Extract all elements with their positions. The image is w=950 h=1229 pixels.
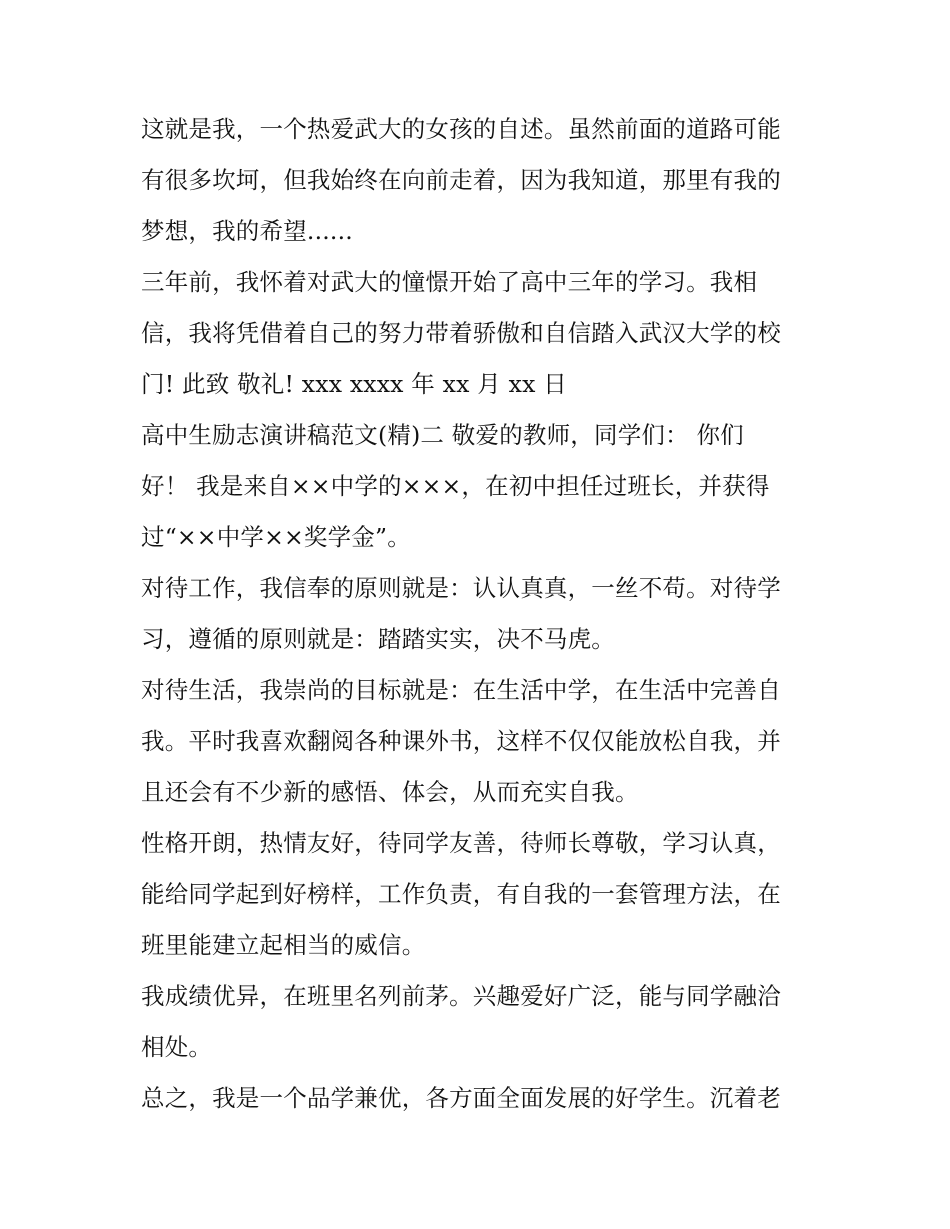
text-line: 性格开朗，热情友好，待同学友善，待师长尊敬，学习认真， — [141, 829, 781, 857]
text-line: 相处。 — [141, 1033, 213, 1061]
text-line: 这就是我，一个热爱武大的女孩的自述。虽然前面的道路可能 — [141, 115, 781, 143]
text-line: 三年前，我怀着对武大的憧憬开始了高中三年的学习。我相 — [141, 268, 758, 296]
text-line: 有很多坎坷，但我始终在向前走着，因为我知道，那里有我的 — [141, 166, 781, 194]
text-line: 信，我将凭借着自己的努力带着骄傲和自信踏入武汉大学的校 — [141, 319, 781, 347]
text-line: 习，遵循的原则就是：踏踏实实，决不马虎。 — [141, 625, 615, 653]
text-line: 好！ 我是来自××中学的×××，在初中担任过班长，并获得 — [141, 472, 770, 500]
text-line: 高中生励志演讲稿范文(精)二 敬爱的教师，同学们： 你们 — [141, 421, 744, 449]
text-line: 能给同学起到好榜样，工作负责，有自我的一套管理方法，在 — [141, 880, 781, 908]
text-line: 对待生活，我崇尚的目标就是：在生活中学，在生活中完善自 — [141, 676, 781, 704]
text-line: 门! 此致 敬礼! xxx xxxx 年 xx 月 xx 日 — [141, 370, 567, 398]
text-line: 我成绩优异，在班里名列前茅。兴趣爱好广泛，能与同学融洽 — [141, 982, 781, 1010]
text-line: 我。平时我喜欢翻阅各种课外书，这样不仅仅能放松自我，并 — [141, 727, 781, 755]
text-line: 且还会有不少新的感悟、体会，从而充实自我。 — [141, 778, 639, 806]
text-line: 班里能建立起相当的威信。 — [141, 931, 426, 959]
text-line: 对待工作，我信奉的原则就是：认认真真，一丝不苟。对待学 — [141, 574, 781, 602]
text-line: 梦想，我的希望...... — [141, 217, 353, 245]
text-line: 总之，我是一个品学兼优，各方面全面发展的好学生。沉着老 — [141, 1084, 781, 1112]
text-line: 过“××中学××奖学金”。 — [141, 523, 411, 551]
document-body-text — [141, 104, 813, 1124]
